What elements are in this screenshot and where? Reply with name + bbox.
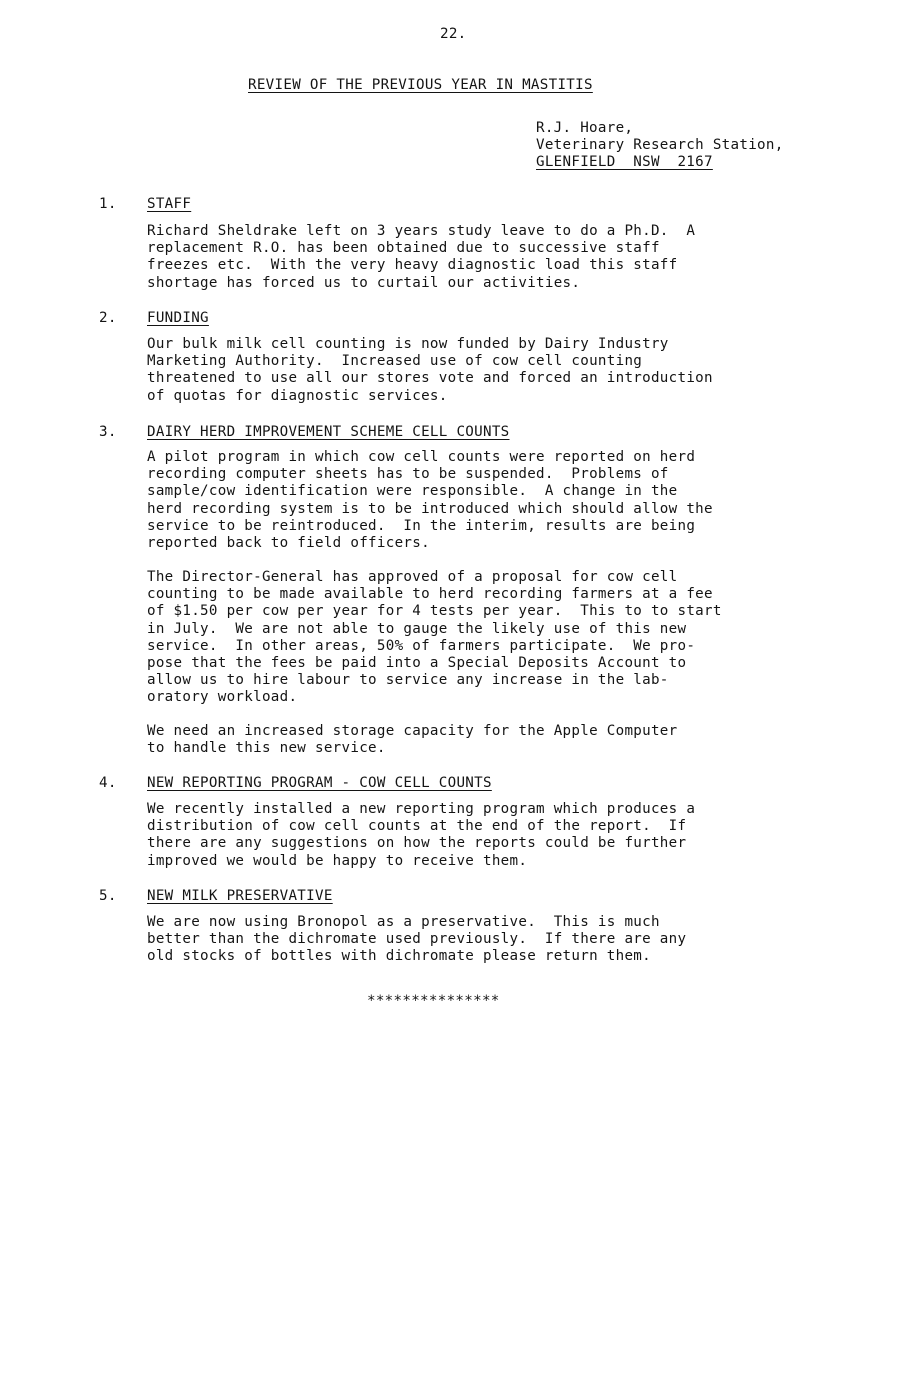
document-title: REVIEW OF THE PREVIOUS YEAR IN MASTITIS	[248, 77, 593, 93]
section-number: 5.	[99, 888, 117, 904]
end-marker: ***************	[367, 993, 500, 1009]
author-location: GLENFIELD NSW 2167	[536, 154, 713, 170]
section-paragraph: We are now using Bronopol as a preservative. This is much better than the dichromate used previously. If there are any old stocks of bottles with dichromate please return them.	[147, 914, 687, 965]
section-number: 4.	[99, 775, 117, 791]
section-number: 3.	[99, 424, 117, 440]
page-number: 22.	[440, 26, 467, 42]
author-institution: Veterinary Research Station,	[536, 137, 784, 153]
section-paragraph: Our bulk milk cell counting is now funded by Dairy Industry Marketing Authority. Increased use of cow cell counting threatened to use all our stores vote and forced an introduction of quotas for diagnostic services.	[147, 336, 713, 404]
section-heading: DAIRY HERD IMPROVEMENT SCHEME CELL COUNTS	[147, 424, 510, 440]
section-paragraph: We recently installed a new reporting program which produces a distribution of cow cell counts at the end of the report. If there are any suggestions on how the reports could be further improved we would be happy to receive them.	[147, 801, 696, 869]
section-paragraph: Richard Sheldrake left on 3 years study leave to do a Ph.D. A replacement R.O. has been obtained due to successive staff freezes etc. With the very heavy diagnostic load this staff shortage has forced us to curtail our activities.	[147, 223, 696, 291]
section-heading: FUNDING	[147, 310, 209, 326]
section-paragraph: The Director-General has approved of a proposal for cow cell counting to be made available to herd recording farmers at a fee of $1.50 per cow per year for 4 tests per year. This to to start in July. We are not able to gauge the likely use of this new service. In other areas, 50% of farmers participate. We pro- pose that the fees be paid into a Special Deposits Account to allow us to hire labour to service any increase in the lab- oratory workload.	[147, 569, 722, 706]
section-paragraph: We need an increased storage capacity for the Apple Computer to handle this new service.	[147, 723, 678, 757]
section-heading: NEW MILK PRESERVATIVE	[147, 888, 333, 904]
section-number: 2.	[99, 310, 117, 326]
section-number: 1.	[99, 196, 117, 212]
section-heading: NEW REPORTING PROGRAM - COW CELL COUNTS	[147, 775, 492, 791]
section-heading: STAFF	[147, 196, 192, 212]
author-name: R.J. Hoare,	[536, 120, 634, 136]
section-paragraph: A pilot program in which cow cell counts were reported on herd recording computer sheets has to be suspended. Problems of sample/cow identification were responsible. A change in the herd recording system is to be introduced which should allow the service to be reintroduced. In the interim, results are being reported back to field officers.	[147, 449, 713, 552]
